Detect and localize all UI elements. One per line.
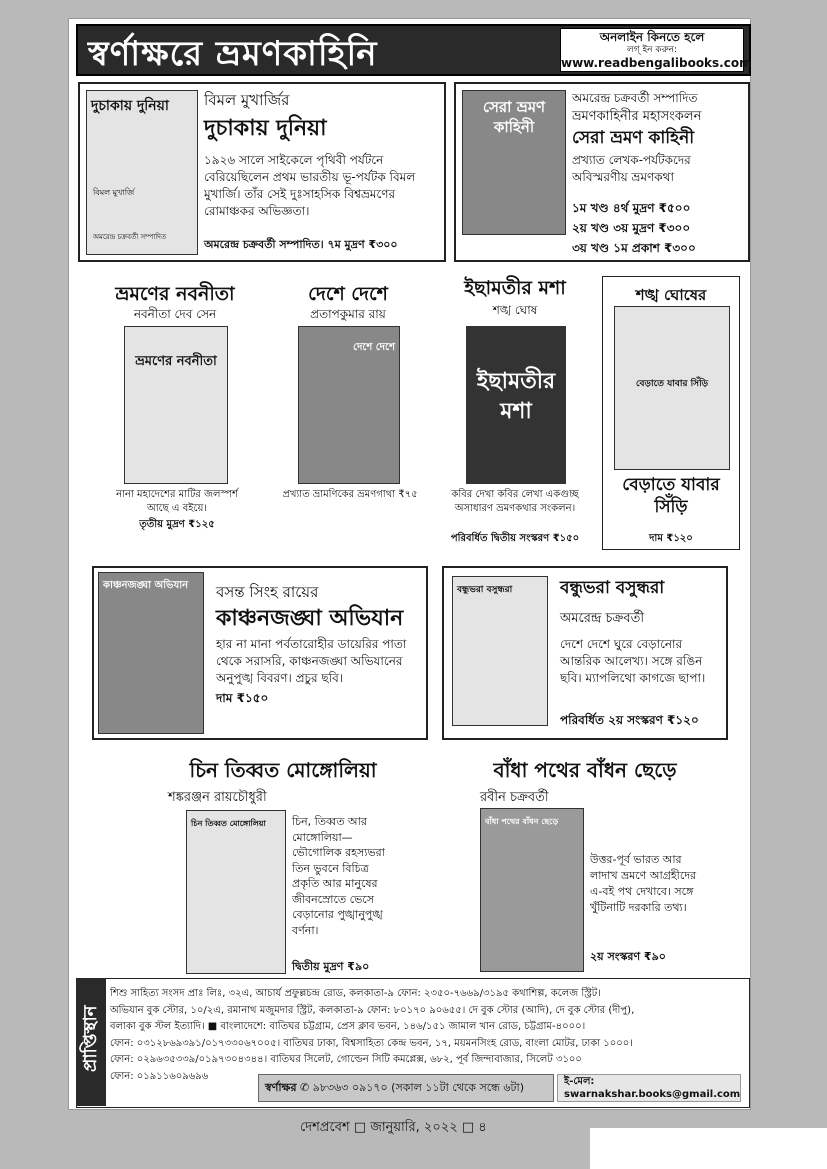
book10-title: বাঁধা পথের বাঁধন ছেড়ে — [493, 758, 677, 782]
book6-title: শঙ্খ ঘোষের — [635, 286, 707, 304]
book10-cover-title: বাঁধা পথের বাঁধন ছেড়ে — [485, 817, 559, 826]
book1-title: দুচাকায় দুনিয়া — [204, 116, 327, 141]
book7-cover-title: কাঞ্চনজঙ্ঘা অভিযান — [103, 580, 189, 591]
book1-cover-title: দুচাকায় দুনিয়া — [91, 98, 169, 114]
book5-cover-title: ইছামতীর মশা — [476, 369, 556, 424]
availability-label: প্রাপ্তিস্থান — [76, 978, 106, 1106]
book5-cover — [466, 326, 566, 484]
book9-price: দ্বিতীয় মুদ্রণ ₹৯০ — [292, 960, 370, 973]
book2-vol3: ৩য় খণ্ড ১ম প্রকাশ ₹৩০০ — [572, 241, 696, 255]
book7-author: বসন্ত সিংহ রায়ের — [216, 583, 319, 601]
book3-cover — [124, 326, 228, 484]
book10-cover — [480, 808, 584, 972]
book6-price: দাম ₹১২০ — [649, 533, 693, 544]
book1-cover-author: বিমল মুখার্জি — [93, 188, 135, 197]
book2-vol1: ১ম খণ্ড ৪র্থ মুদ্রণ ₹৫০০ — [572, 201, 691, 215]
email-address[interactable]: swarnakshar.books@gmail.com — [564, 1089, 741, 1100]
address-line3: বলাকা বুক স্টল ইত্যাদি। ■ বাংলাদেশে: বাতিঘর চট্টগ্রাম, প্রেস ক্লাব ভবন, ১৪৬/১৫১ জামাল খান রোড, চট্টগ্রাম-৪০০০। — [110, 1021, 586, 1032]
book1-desc: ১৯২৬ সালে সাইকেলে পৃথিবী পর্যটনে বেরিয়েছিলেন প্রথম ভারতীয় ভূ-পর্যটক বিমল মুখার্জি। তাঁর সেই দুঃসাহসিক বিশ্বভ্রমণের রোমাঞ্চকর অভিজ্ঞতা। — [204, 153, 416, 218]
book9-desc: চিন, তিব্বত আর মোঙ্গোলিয়া— ভৌগোলিক রহস্যভরা তিন ভুবনে বিচিত্র প্রকৃতি আর মানুষের জীবনস্রোতে ভেসে বেড়ানোর পুঙ্খানুপুঙ্খ বর্ণনা। — [292, 815, 385, 937]
book7-desc: হার না মানা পর্বতারোহীর ডায়েরির পাতা থেকে সরাসরি, কাঞ্চনজঙ্ঘা অভিযানের অনুপুঙ্খ বিবরণ। প্রচুর ছবি। — [216, 637, 407, 685]
page-title: স্বর্ণাক্ষরে ভ্রমণকাহিনি — [88, 34, 378, 74]
address-line1: শিশু সাহিত্য সংসদ প্রাঃ লিঃ, ৩২এ, আচার্য প্রফুল্লচন্দ্র রোড, কলকাতা-৯ ফোন: ২৩৫০-৭৬৬৯/৩১৯৫ কথাশিল্প, কলেজ স্ট্রিট। — [110, 988, 601, 999]
online-line2: লগ্ ইন করুন: — [626, 45, 678, 55]
email-label: ই-মেল: — [564, 1076, 595, 1087]
book3-author: নবনীতা দেব সেন — [133, 307, 217, 321]
book6-cover — [614, 306, 730, 470]
book10-price: ২য় সংস্করণ ₹৯০ — [590, 950, 666, 963]
book8-cover-title: বন্ধুভরা বসুন্ধরা — [457, 585, 513, 595]
book9-author: শঙ্করঞ্জন রায়চৌধুরী — [168, 790, 267, 805]
address-line4: ফোন: ০৩১২৮৬৯৩৯১/০১৭৩৩০৬৭০০৫। বাতিঘর ঢাকা, বিশ্বসাহিত্য কেন্দ্র ভবন, ১৭, ময়মনসিংহ রোড, বাংলা মোটর, ঢাকা ১০০০। — [110, 1037, 633, 1049]
page-corner — [590, 1128, 827, 1169]
book10-desc: উত্তর-পূর্ব ভারত আর লাদাখ ভ্রমণে আগ্রহীদের এ-বই পথ দেখাবে। সঙ্গে খুঁটিনাটি দরকারি তথ্য। — [590, 853, 697, 914]
book2-subtitle: ভ্রমণকাহিনীর মহাসংকলন — [572, 109, 702, 124]
book2-vol2: ২য় খণ্ড ৩য় মুদ্রণ ₹৩০০ — [572, 221, 691, 235]
book5-desc: কবির দেখা কবির লেখা একগুচ্ছ অসাধারণ ভ্রমণকথার সংকলন। — [451, 489, 579, 514]
book8-desc: দেশে দেশে ঘুরে বেড়ানোর আন্তরিক আলেখ্য। সঙ্গে রঙিন ছবি। ম্যাপলিথো কাগজে ছাপা। — [560, 637, 706, 685]
book3-desc: নানা মহাদেশের মাটির জলস্পর্শ আছে এ বইয়ে। — [116, 489, 238, 514]
book7-price: দাম ₹১৫০ — [216, 691, 269, 705]
book10-author: রবীন চক্রবর্তী — [480, 790, 549, 805]
publisher-phone[interactable]: ✆ ৯৮৩৬৩ ০৯১৭০ (সকাল ১১টা থেকে সন্ধে ৬টা) — [300, 1081, 524, 1094]
book4-cover-title: দেশে দেশে — [353, 342, 395, 353]
online-url[interactable]: www.readbengalibooks.com — [561, 56, 752, 70]
book3-cover-title: ভ্রমণের নবনীতা — [135, 354, 217, 369]
book4-title: দেশে দেশে — [308, 283, 388, 305]
publisher-phone-box — [258, 1074, 554, 1102]
book2-cover-title: সেরা ভ্রমণ কাহিনী — [482, 98, 546, 136]
book2-desc: প্রখ্যাত লেখক-পর্যটকদের অবিস্মরণীয় ভ্রমণকথা — [572, 153, 691, 184]
email-box — [557, 1074, 741, 1102]
book7-title: কাঞ্চনজঙ্ঘা অভিযান — [216, 606, 404, 631]
book1-cover — [86, 90, 198, 255]
book1-price: অমরেন্দ্র চক্রবর্তী সম্পাদিত। ৭ম মুদ্রণ ₹৩০০ — [204, 238, 398, 251]
book3-price: তৃতীয় মুদ্রণ ₹১২৫ — [139, 519, 215, 530]
book9-title: চিন তিব্বত মোঙ্গোলিয়া — [189, 758, 377, 782]
book7-cover — [98, 572, 204, 734]
book4-cover — [298, 326, 400, 484]
book8-price: পরিবর্ধিত ২য় সংস্করণ ₹১২০ — [560, 713, 699, 727]
online-line1: অনলাইন কিনতে হলে — [599, 30, 705, 44]
book8-author: অমরেন্দ্র চক্রবর্তী — [560, 611, 645, 626]
book3-title: ভ্রমণের নবনীতা — [115, 283, 235, 305]
book1-author: বিমল মুখার্জির — [204, 91, 290, 109]
address-line5: ফোন: ০২৯৬৩৫৩৩৯/০১৯৭৩০৪৩৪৪। বাতিঘর সিলেট, গোল্ডেন সিটি কমপ্লেক্স, ৬৮২, পূর্ব জিন্দাবাজার, সিলেট ৩১০০ — [110, 1054, 582, 1065]
book5-title: ইছামতীর মশা — [464, 277, 566, 299]
book2-editor: অমরেন্দ্র চক্রবর্তী সম্পাদিত — [572, 91, 698, 105]
book2-title: সেরা ভ্রমণ কাহিনী — [572, 128, 695, 148]
book8-title: বন্ধুভরা বসুন্ধরা — [560, 578, 665, 598]
book9-cover-title: চিন তিব্বত মোঙ্গোলিয়া — [191, 819, 266, 828]
address-line2: অভিযান বুক স্টোর, ১০/২এ, রমানাথ মজুমদার স্ট্রিট, কলকাতা-৯ ফোন: ৮০১৭০ ৯০৬৫৫। দে বুক স্টোর (আদি), দে বুক স্টোর (দীপু), — [110, 1004, 635, 1016]
page-footer: দেশপ্রবেশ □ জানুয়ারি, ২০২২ □ ৪ — [300, 1120, 487, 1135]
book9-cover — [186, 810, 286, 974]
online-order-box — [560, 28, 752, 72]
book4-author: প্রতাপকুমার রায় — [310, 307, 386, 321]
address-list — [110, 986, 746, 1085]
book8-cover — [452, 576, 548, 726]
book4-desc: প্রখ্যাত ভ্রামণিকের ভ্রমণগাথা ₹৭৫ — [282, 489, 418, 500]
book6-desc: বেড়াতে যাবার সিঁড়ি — [622, 475, 720, 517]
book5-author: শঙ্খ ঘোষ — [492, 303, 538, 317]
book2-cover — [462, 90, 566, 235]
book5-price: পরিবর্ধিত দ্বিতীয় সংস্করণ ₹১৫০ — [450, 533, 580, 544]
book6-cover-title: বেড়াতে যাবার সিঁড়ি — [635, 379, 709, 389]
book1-cover-editor: অমরেন্দ্র চক্রবর্তী সম্পাদিত — [93, 233, 167, 241]
address-line6: ফোন: ০১৯১১৬০৯৬৯৬ — [110, 1070, 209, 1082]
publisher-name: স্বর্ণাক্ষর — [265, 1081, 297, 1094]
